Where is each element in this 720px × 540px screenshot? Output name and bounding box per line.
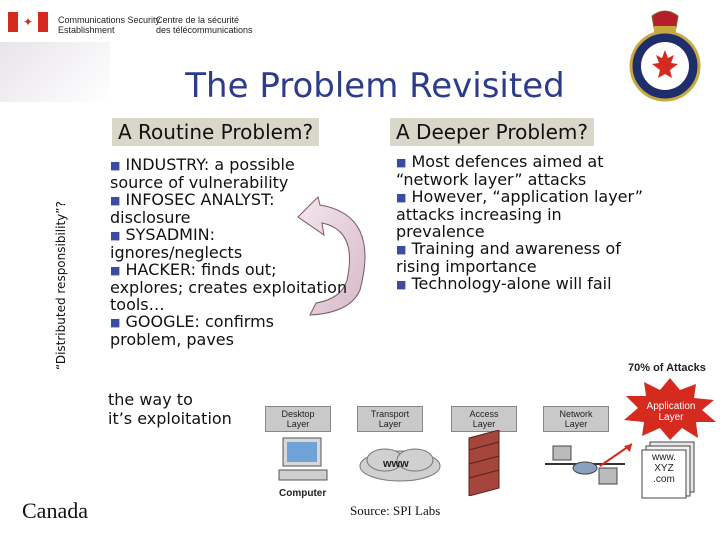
header-bar [0,0,720,40]
left-heading: A Routine Problem? [112,118,319,146]
list-item: ■ SYSADMIN: ignores/neglects [110,225,243,262]
list-item: ■ Most defences aimed at “network layer” attacks [396,152,604,189]
layer-label-access: Access Layer [451,406,517,432]
list-item: ■ Technology-alone will fail [396,274,612,293]
right-bullet-list [396,153,696,293]
server-label: www. XYZ .com [652,452,676,485]
source-caption: Source: SPI Labs [350,503,441,518]
cloud-label: www [383,458,409,470]
canada-flag-icon: ✦ [8,12,48,32]
network-diagram [255,372,635,500]
right-heading: A Deeper Problem? [390,118,594,146]
left-bullet-tail: the way to it’s exploitation [108,390,232,428]
list-item: ■ GOOGLE: confirms problem, paves [110,312,275,349]
connection-arrow-icon [598,440,638,470]
list-item: ■ INDUSTRY: a possible source of vulnerability [110,155,295,192]
list-item: ■ INFOSEC ANALYST: disclosure [110,190,275,227]
computer-label: Computer [279,488,327,499]
attacks-label: 70% of Attacks [628,362,706,374]
list-item: ■ HACKER: finds out; explores; creates exploitation tools… [110,260,348,314]
app-layer-label: Application Layer [646,401,696,423]
agency-name-fr: Centre de la sécurité des télécommunications [156,15,253,35]
layer-label-network: Network Layer [543,406,609,432]
list-item: ■ However, “application layer” attacks increasing in prevalence [396,187,644,241]
computer-icon [277,436,331,486]
page-title: The Problem Revisited [185,66,565,106]
canada-wordmark: Canada [22,498,88,523]
list-item: ■ Training and awareness of rising importance [396,239,621,276]
vertical-label: “Distributed responsibility”? [54,201,68,370]
cse-crest-icon [624,8,706,106]
corner-photo [0,42,110,102]
layer-label-transport: Transport Layer [357,406,423,432]
agency-name-en: Communications Security Establishment [58,15,161,35]
left-bullet-list [110,156,380,348]
layer-label-desktop: Desktop Layer [265,406,331,432]
firewall-icon [465,430,505,496]
